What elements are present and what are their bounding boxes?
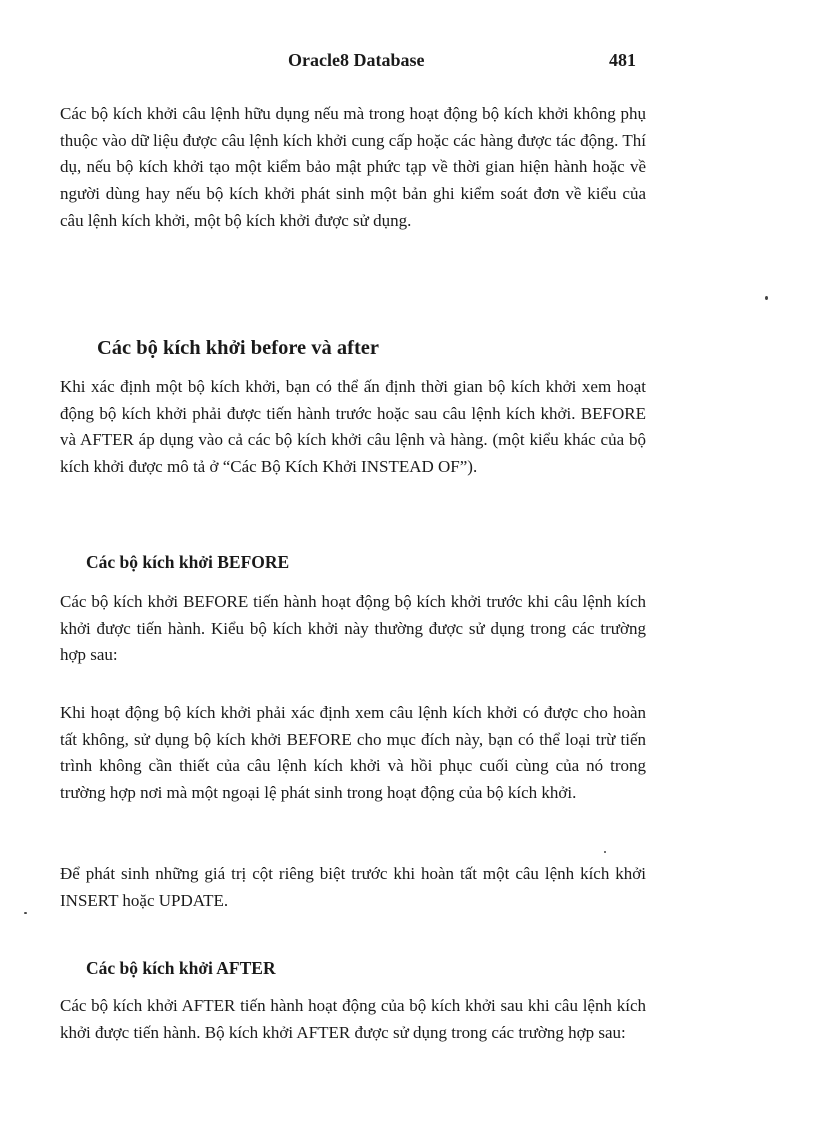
after-paragraph: Các bộ kích khởi AFTER tiến hành hoạt động của bộ kích khởi sau khi câu lệnh kích khởi được tiến hành. Bộ kích khởi AFTER được sử dụng trong các trường hợp sau: (60, 996, 646, 1042)
before-paragraph-1: Các bộ kích khởi BEFORE tiến hành hoạt động bộ kích khởi trước khi câu lệnh kích khởi được tiến hành. Kiểu bộ kích khởi này thường được sử dụng trong các trường hợp sau: (60, 592, 646, 665)
intro-paragraph: Các bộ kích khởi câu lệnh hữu dụng nếu mà trong hoạt động bộ kích khởi không phụ thuộc vào dữ liệu được câu lệnh kích khởi cung cấp hoặc các hàng được tác động. Thí dụ, nếu bộ kích khởi tạo một kiểm bảo mật phức tạp về thời gian hiện hành hoặc về người dùng hay nếu bộ kích khởi phát sinh một bản ghi kiểm soát đơn về kiểu của câu lệnh kích khởi, một bộ kích khởi được sử dụng. (60, 104, 646, 230)
running-header (0, 50, 816, 74)
page-number: 481 (609, 50, 636, 70)
before-paragraph-3: Để phát sinh những giá trị cột riêng biệt trước khi hoàn tất một câu lệnh kích khởi INSERT hoặc UPDATE. (60, 864, 646, 910)
before-after-paragraph: Khi xác định một bộ kích khởi, bạn có thể ấn định thời gian bộ kích khởi xem hoạt động bộ kích khởi phải được tiến hành trước hoặc sau câu lệnh kích khởi. BEFORE và AFTER áp dụng vào cả các bộ kích khởi câu lệnh và hàng. (một kiểu khác của bộ kích khởi được mô tả ở “Các Bộ Kích Khởi INSTEAD OF”). (60, 377, 646, 477)
section-heading-after: Các bộ kích khởi AFTER (86, 958, 276, 978)
scan-speck (765, 296, 768, 300)
scan-speck (24, 912, 27, 914)
section-heading-before-after: Các bộ kích khởi before và after (97, 337, 380, 359)
book-title: Oracle8 Database (288, 50, 425, 70)
before-paragraph-2: Khi hoạt động bộ kích khởi phải xác định xem câu lệnh kích khởi có được cho hoàn tất không, sử dụng bộ kích khởi BEFORE cho mục đích này, bạn có thể loại trừ tiến trình không cần thiết của câu lệnh kích khởi và hồi phục cuối cùng của nó trong trường hợp nơi mà một ngoại lệ phát sinh trong hoạt động của bộ kích khởi. (60, 703, 646, 803)
section-heading-before: Các bộ kích khởi BEFORE (86, 552, 290, 572)
scan-speck (604, 851, 606, 853)
